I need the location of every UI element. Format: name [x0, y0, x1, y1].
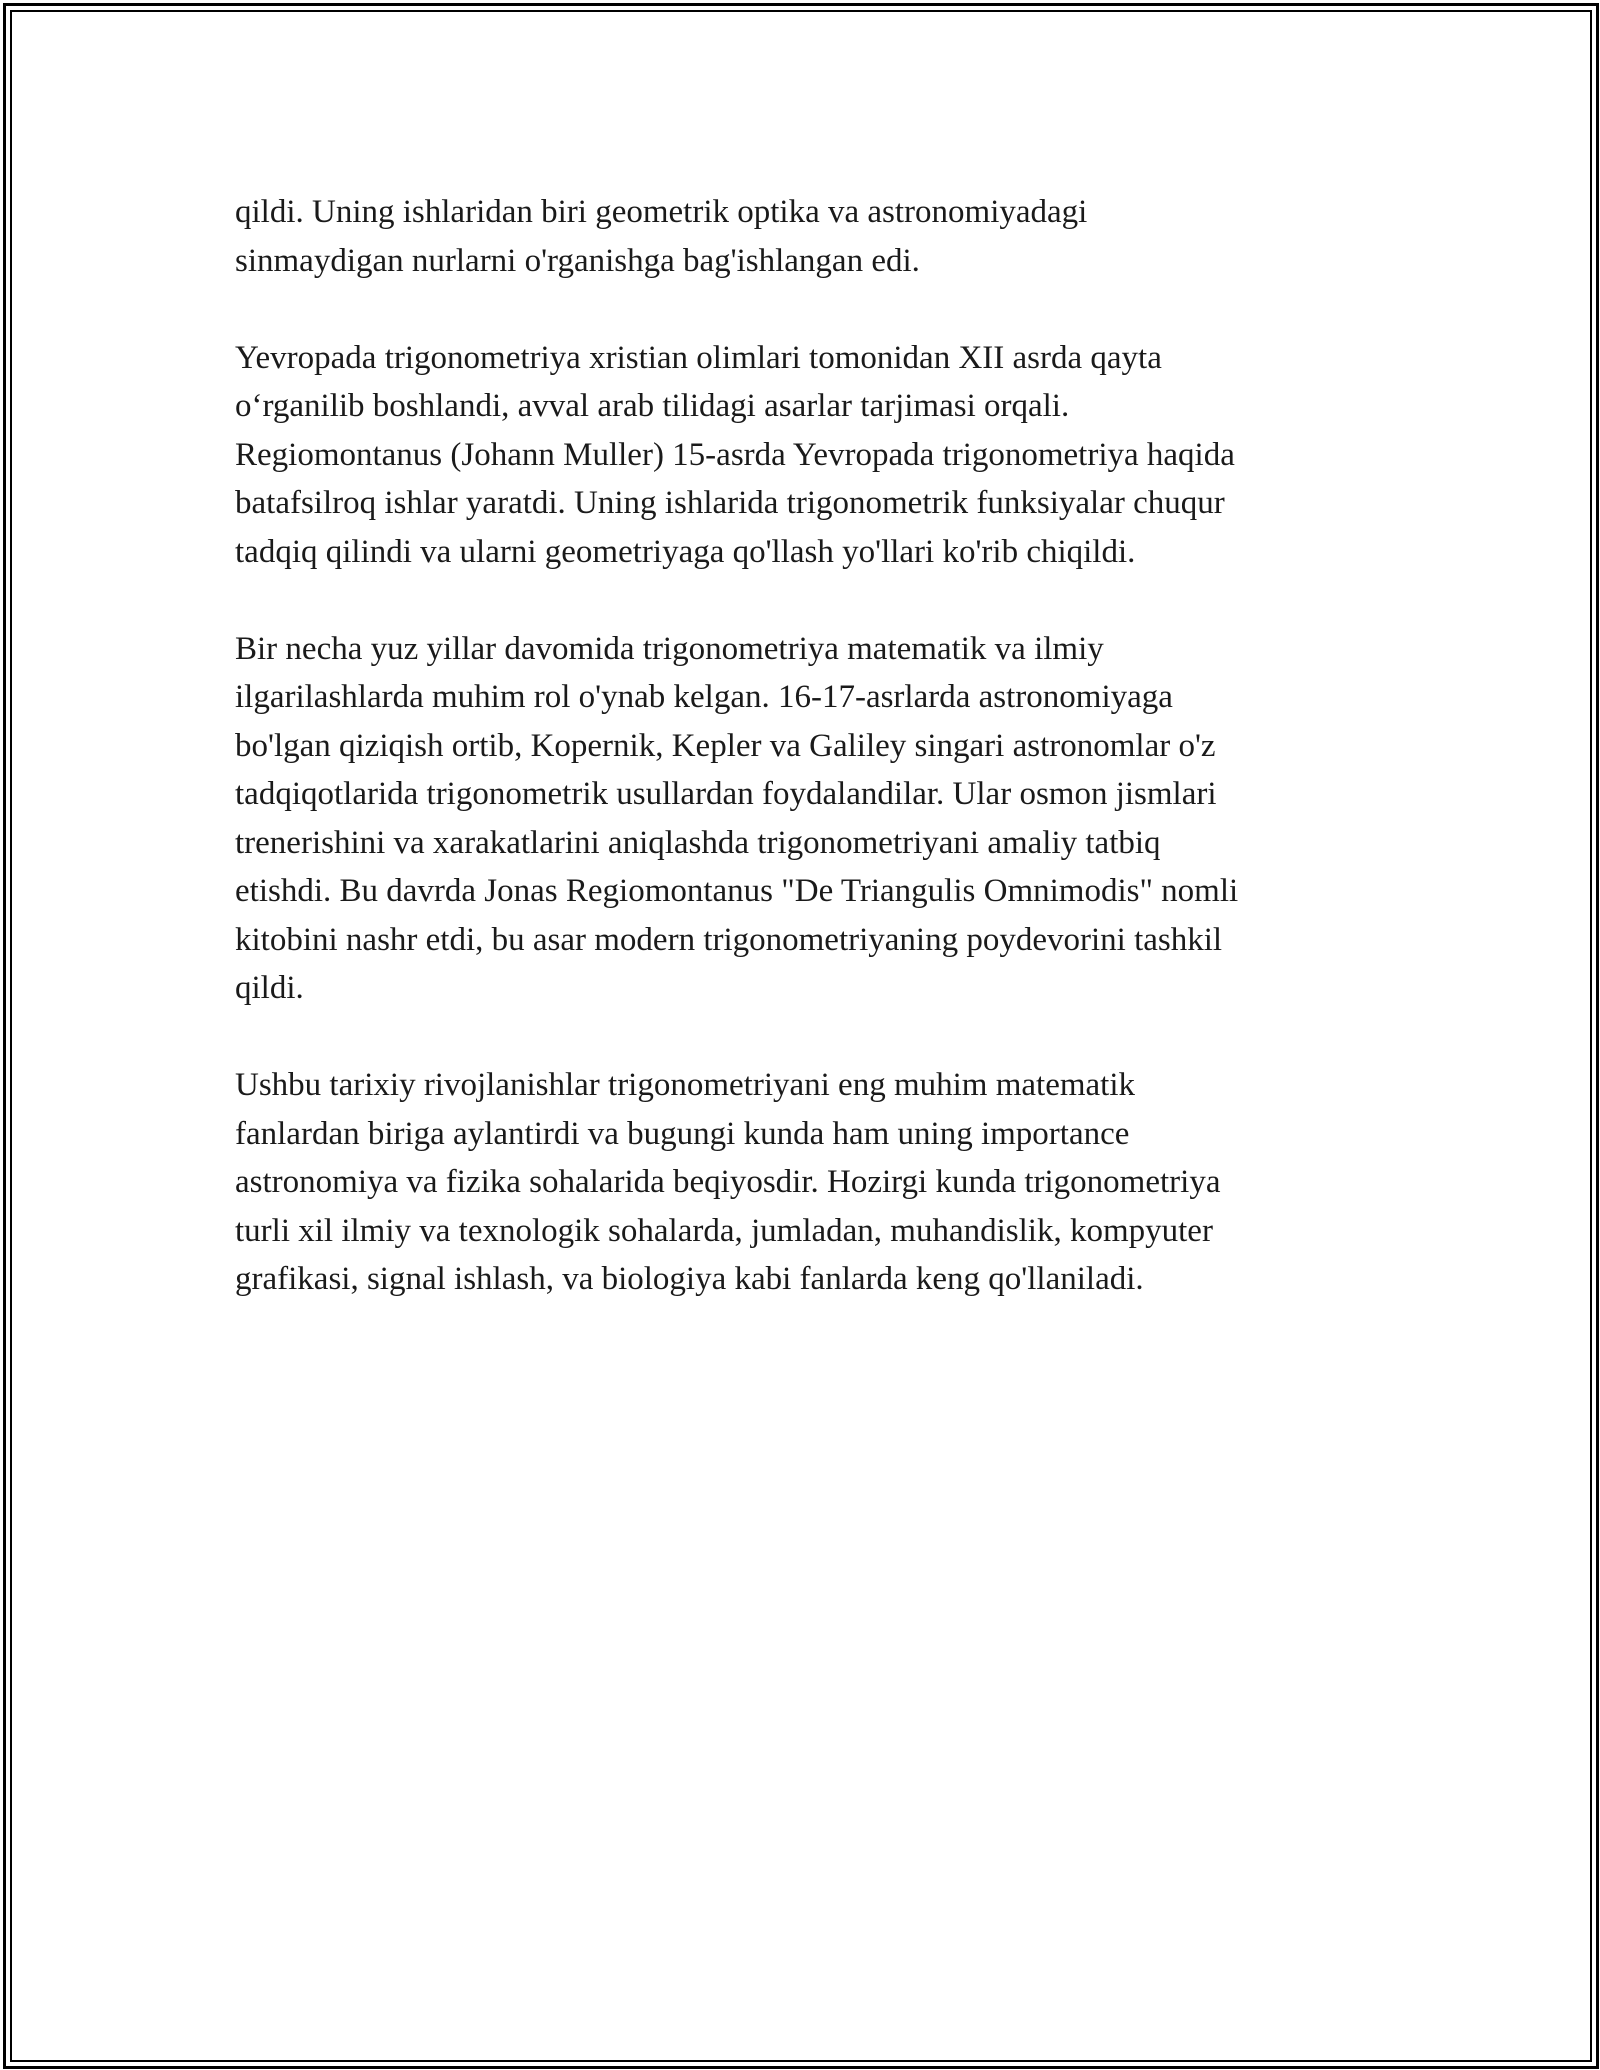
- paragraph-1: qildi. Uning ishlaridan biri geometrik optika va astronomiyadagi sinmaydigan nurlarni o'rganishga bag'ishlangan edi.: [235, 194, 1088, 279]
- paragraph-4: Ushbu tarixiy rivojlanishlar trigonometriyani eng muhim matematik fanlardan biriga aylantirdi va bugungi kunda ham uning importance astronomiya va fizika sohalarida beqiyosdir. Hozirgi kunda trigonometriya turli xil ilmiy va texnologik sohalarda, jumladan, muhandislik, kompyuter grafikasi, signal ishlash, va biologiya kabi fanlarda keng qo'llaniladi.: [235, 1067, 1221, 1297]
- document-body: [235, 188, 1370, 1352]
- paragraph-2: Yevropada trigonometriya xristian olimlari tomonidan XII asrda qayta o‘rganilib boshlandi, avval arab tilidagi asarlar tarjimasi orqali. Regiomontanus (Johann Muller) 15-asrda Yevropada trigonometriya haqida batafsilroq ishlar yaratdi. Uning ishlarida trigonometrik funksiyalar chuqur tadqiq qilindi va ularni geometriyaga qo'llash yo'llari ko'rib chiqildi.: [235, 339, 1235, 570]
- paragraph-3: Bir necha yuz yillar davomida trigonometriya matematik va ilmiy ilgarilashlarda muhim rol o'ynab kelgan. 16-17-asrlarda astronomiyaga bo'lgan qiziqish ortib, Kopernik, Kepler va Galiley singari astronomlar o'z tadqiqotlarida trigonometrik usullardan foydalandilar. Ular osmon jismlari trenerishini va xarakatlarini aniqlashda trigonometriyani amaliy tatbiq etishdi. Bu davrda Jonas Regiomontanus "De Triangulis Omnimodis" nomli kitobini nashr etdi, bu asar modern trigonometriyaning poydevorini tashkil qildi.: [235, 630, 1239, 1006]
